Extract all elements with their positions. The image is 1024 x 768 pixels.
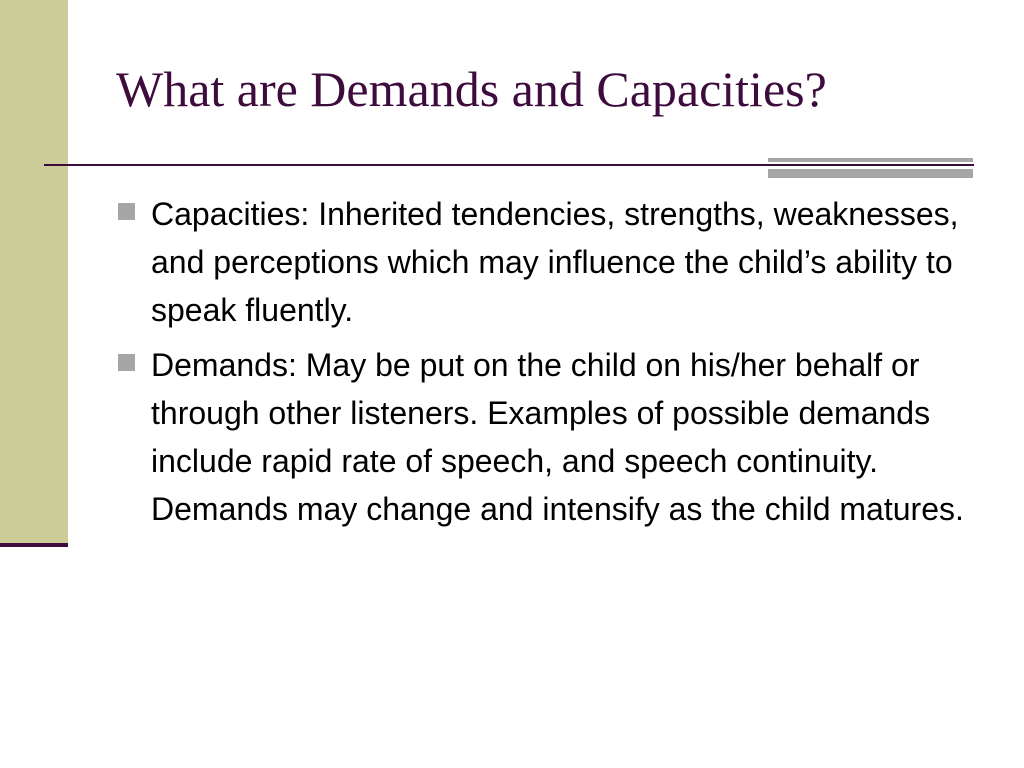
left-decorative-band xyxy=(0,0,68,543)
bullet-capacities xyxy=(114,190,974,334)
bullet-text: Demands: May be put on the child on his/her behalf or through other listeners. Examples of possible demands include rapid rate of speech, and speech continuity. Demands may change and intensify as the child matures. xyxy=(151,347,964,527)
bullet-text: Capacities: Inherited tendencies, strengths, weaknesses, and perceptions which may influence the child’s ability to speak fluently. xyxy=(151,196,959,328)
left-band-rule xyxy=(0,543,68,547)
decorative-grey-bar-top xyxy=(768,158,973,162)
slide-title: What are Demands and Capacities? xyxy=(116,61,827,117)
bullet-list xyxy=(114,190,974,540)
bullet-demands xyxy=(114,341,974,533)
decorative-grey-bar-bottom xyxy=(768,169,973,178)
title-divider xyxy=(44,164,974,166)
square-bullet-icon xyxy=(118,354,135,371)
square-bullet-icon xyxy=(118,203,135,220)
